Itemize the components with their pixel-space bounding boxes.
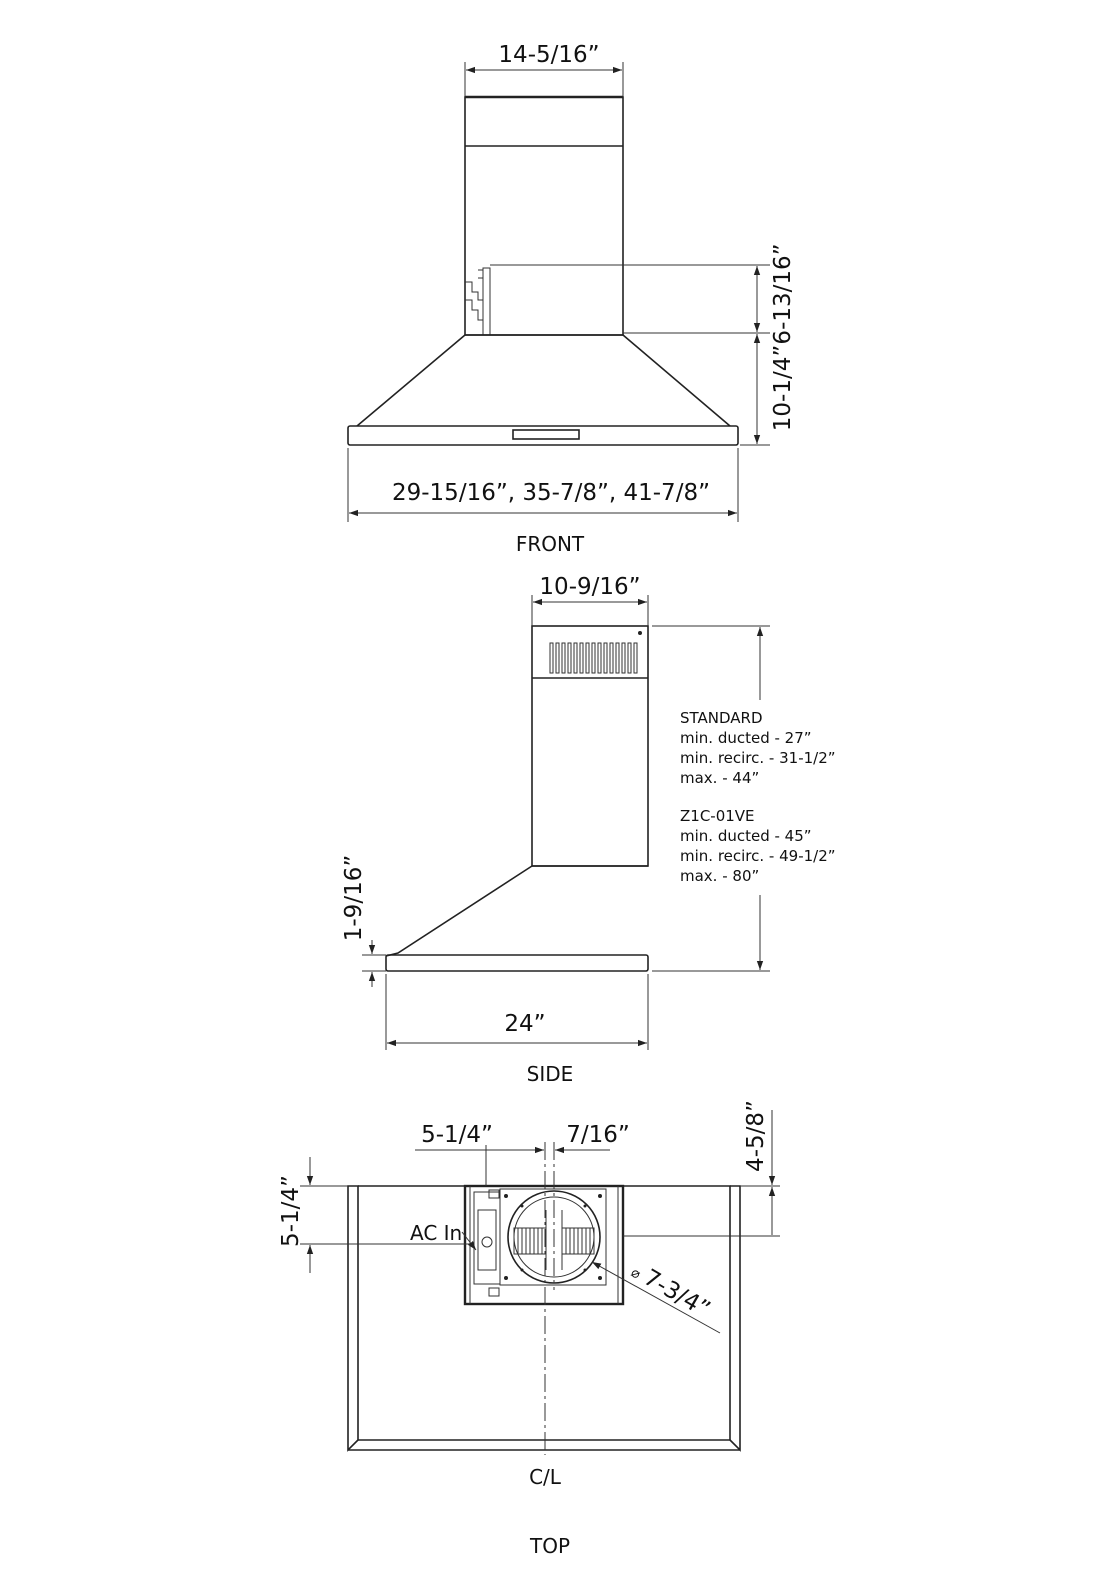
junction-box <box>474 1190 500 1296</box>
front-dim-lower: 10-1/4” <box>770 344 796 432</box>
spec-line: Z1C-01VE <box>680 807 755 825</box>
top-dim-center-offset: 7/16” <box>566 1122 630 1148</box>
centerline-label: C/L <box>529 1465 561 1489</box>
front-dim-top: 14-5/16” <box>498 42 600 68</box>
side-dim-top: 10-9/16” <box>539 574 641 600</box>
front-title: FRONT <box>515 532 585 556</box>
top-dim-diameter: 7-3/4” <box>639 1264 715 1324</box>
side-dim-edge: 1-9/16” <box>341 854 367 942</box>
spec-line: STANDARD <box>680 709 763 727</box>
ac-in-label: AC In <box>410 1221 463 1245</box>
blower-right <box>562 1228 594 1254</box>
diameter-symbol: ⌀ <box>628 1264 644 1283</box>
top-view <box>278 1100 780 1558</box>
side-spec-list <box>680 709 836 885</box>
side-view <box>341 574 836 1086</box>
top-dim-left-offset: 5-1/4” <box>421 1122 493 1148</box>
top-right-edge <box>730 1186 740 1450</box>
spec-line: min. ducted - 45” <box>680 827 812 845</box>
front-base <box>348 426 738 445</box>
side-base <box>386 955 648 971</box>
top-dim-right-vertical: 4-5/8” <box>743 1100 769 1172</box>
top-title: TOP <box>529 1534 571 1558</box>
top-dim-left-vertical: 5-1/4” <box>278 1175 304 1247</box>
front-chimney <box>465 97 623 335</box>
side-vent-slots <box>550 631 642 673</box>
front-dim-width: 29-15/16”, 35-7/8”, 41-7/8” <box>391 480 711 506</box>
front-view <box>348 42 796 556</box>
front-control-panel <box>513 430 579 439</box>
spec-line: min. ducted - 27” <box>680 729 812 747</box>
front-bracket <box>465 268 490 335</box>
side-dim-depth: 24” <box>504 1011 546 1037</box>
front-dim-upper: 6-13/16” <box>770 243 796 345</box>
spec-line: min. recirc. - 31-1/2” <box>680 749 836 767</box>
front-canopy <box>357 335 730 426</box>
top-left-edge <box>348 1186 358 1450</box>
side-canopy <box>386 866 532 956</box>
spec-line: max. - 80” <box>680 867 760 885</box>
spec-line: max. - 44” <box>680 769 760 787</box>
blower-left <box>514 1228 546 1254</box>
spec-line: min. recirc. - 49-1/2” <box>680 847 836 865</box>
side-title: SIDE <box>526 1062 574 1086</box>
